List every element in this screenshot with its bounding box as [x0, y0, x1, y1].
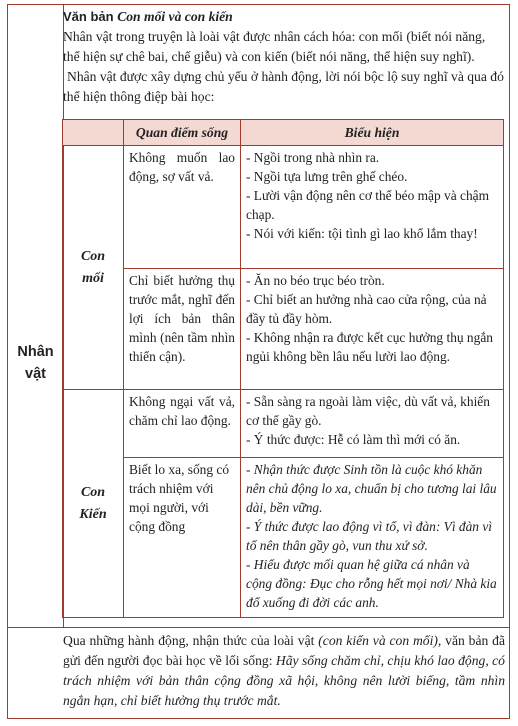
- header-view: Quan điểm sống: [124, 120, 241, 146]
- group-label-line: mối: [82, 270, 104, 286]
- heading-prefix: Văn bản: [63, 9, 118, 24]
- table-row: [63, 458, 504, 618]
- list-item: - Ý thức được lao động vì tổ, vì đàn: Vì đàn vì tổ nên thân gầy gò, vun thu xứ sở.: [246, 519, 493, 553]
- list-item: - Ngồi trong nhà nhìn ra.: [246, 150, 380, 165]
- row-label: [8, 341, 63, 385]
- conclusion-text: văn bản đã gửi đến người đọc bài học về lối sống:: [63, 633, 505, 668]
- expression-cell: [241, 390, 504, 458]
- list-item: - Ăn no béo trục béo tròn.: [246, 273, 385, 288]
- expression-cell: [241, 458, 504, 618]
- view-cell: Không muốn lao động, sợ vất vả.: [124, 146, 241, 269]
- row-label-line-1: Nhân: [17, 344, 54, 360]
- expression-cell: [241, 269, 504, 390]
- list-item: - Nói với kiến: tội tình gì lao khổ lắm thay!: [246, 226, 478, 241]
- character-table: [62, 119, 504, 618]
- list-item: - Lười vận động nên cơ thể béo mập và chậm chạp.: [246, 188, 490, 222]
- header-expression: Biểu hiện: [241, 120, 504, 146]
- view-cell: Không ngại vất vả, chăm chỉ lao động.: [124, 390, 241, 458]
- section-heading: [63, 7, 505, 27]
- list-item: - Ngồi tựa lưng trên ghế chéo.: [246, 169, 408, 184]
- group-label-line: Kiến: [79, 506, 107, 522]
- group-label-line: Con: [80, 248, 106, 264]
- list-item: - Ý thức được: Hễ có làm thì mới có ăn.: [246, 432, 461, 447]
- table-row: [63, 269, 504, 390]
- view-cell: Chỉ biết hưởng thụ trước mắt, nghĩ đến lợi ích bản thân mình (nên tầm nhìn thiển cận).: [124, 269, 241, 390]
- intro-section: [63, 7, 505, 107]
- list-item: - Không nhận ra được kết cục hưởng thụ ngắn ngủi không bền lâu nếu lười lao động.: [246, 330, 493, 364]
- view-cell: Biết lo xa, sống có trách nhiệm với mọi người, với cộng đồng: [124, 458, 241, 618]
- group-label-line: Con: [80, 484, 106, 500]
- intro-paragraph-2: Nhân vật được xây dựng chủ yếu ở hành động, lời nói bộc lộ suy nghĩ và qua đó thể hiện thông điệp bài học:: [63, 69, 504, 104]
- bottom-divider: [8, 627, 509, 628]
- heading-title: Con mối và con kiến: [117, 9, 233, 24]
- group-label-ant: [63, 390, 124, 618]
- conclusion-paragraph: [63, 631, 505, 711]
- intro-paragraph-1: Nhân vật trong truyện là loài vật được nhân cách hóa: con mối (biết nói năng, thể hiện sự chê bai, chế giễu) và con kiến (biết nói năng, thể hiện suy nghĩ).: [63, 29, 486, 64]
- header-row: [63, 120, 504, 146]
- conclusion-italic: Hãy sống chăm chỉ, chịu khó lao động, có trách nhiệm với bản thân cộng đồng xã hội, không nên lười biếng, tầm nhìn ngắn hạn, chỉ biết hưởng thụ trước mắt.: [63, 653, 505, 708]
- list-item: - Sẵn sàng ra ngoài làm việc, dù vất vả, khiến cơ thể gầy gò.: [246, 394, 490, 428]
- row-label-line-2: vật: [25, 366, 46, 382]
- conclusion-text: Qua những hành động, nhận thức của loài vật: [63, 633, 319, 648]
- list-item: - Nhận thức được Sinh tồn là cuộc khó khăn nên chủ động lo xa, chuẩn bị cho tương lai lâu dài, bền vững.: [246, 462, 497, 515]
- list-item: - Hiểu được mối quan hệ giữa cá nhân và cộng đồng: Đục cho rỗng hết mọi nơi/ Nhà kia đổ xuống đi đời các anh.: [246, 557, 497, 610]
- table-row: [63, 390, 504, 458]
- conclusion-italic: (con kiến và con mối),: [318, 633, 442, 648]
- group-label-termite: [63, 146, 124, 390]
- header-blank: [63, 120, 124, 146]
- expression-cell: [241, 146, 504, 269]
- list-item: - Chỉ biết an hưởng nhà cao cửa rộng, của nả đầy tủ đầy hòm.: [246, 292, 487, 326]
- table-row: [63, 146, 504, 269]
